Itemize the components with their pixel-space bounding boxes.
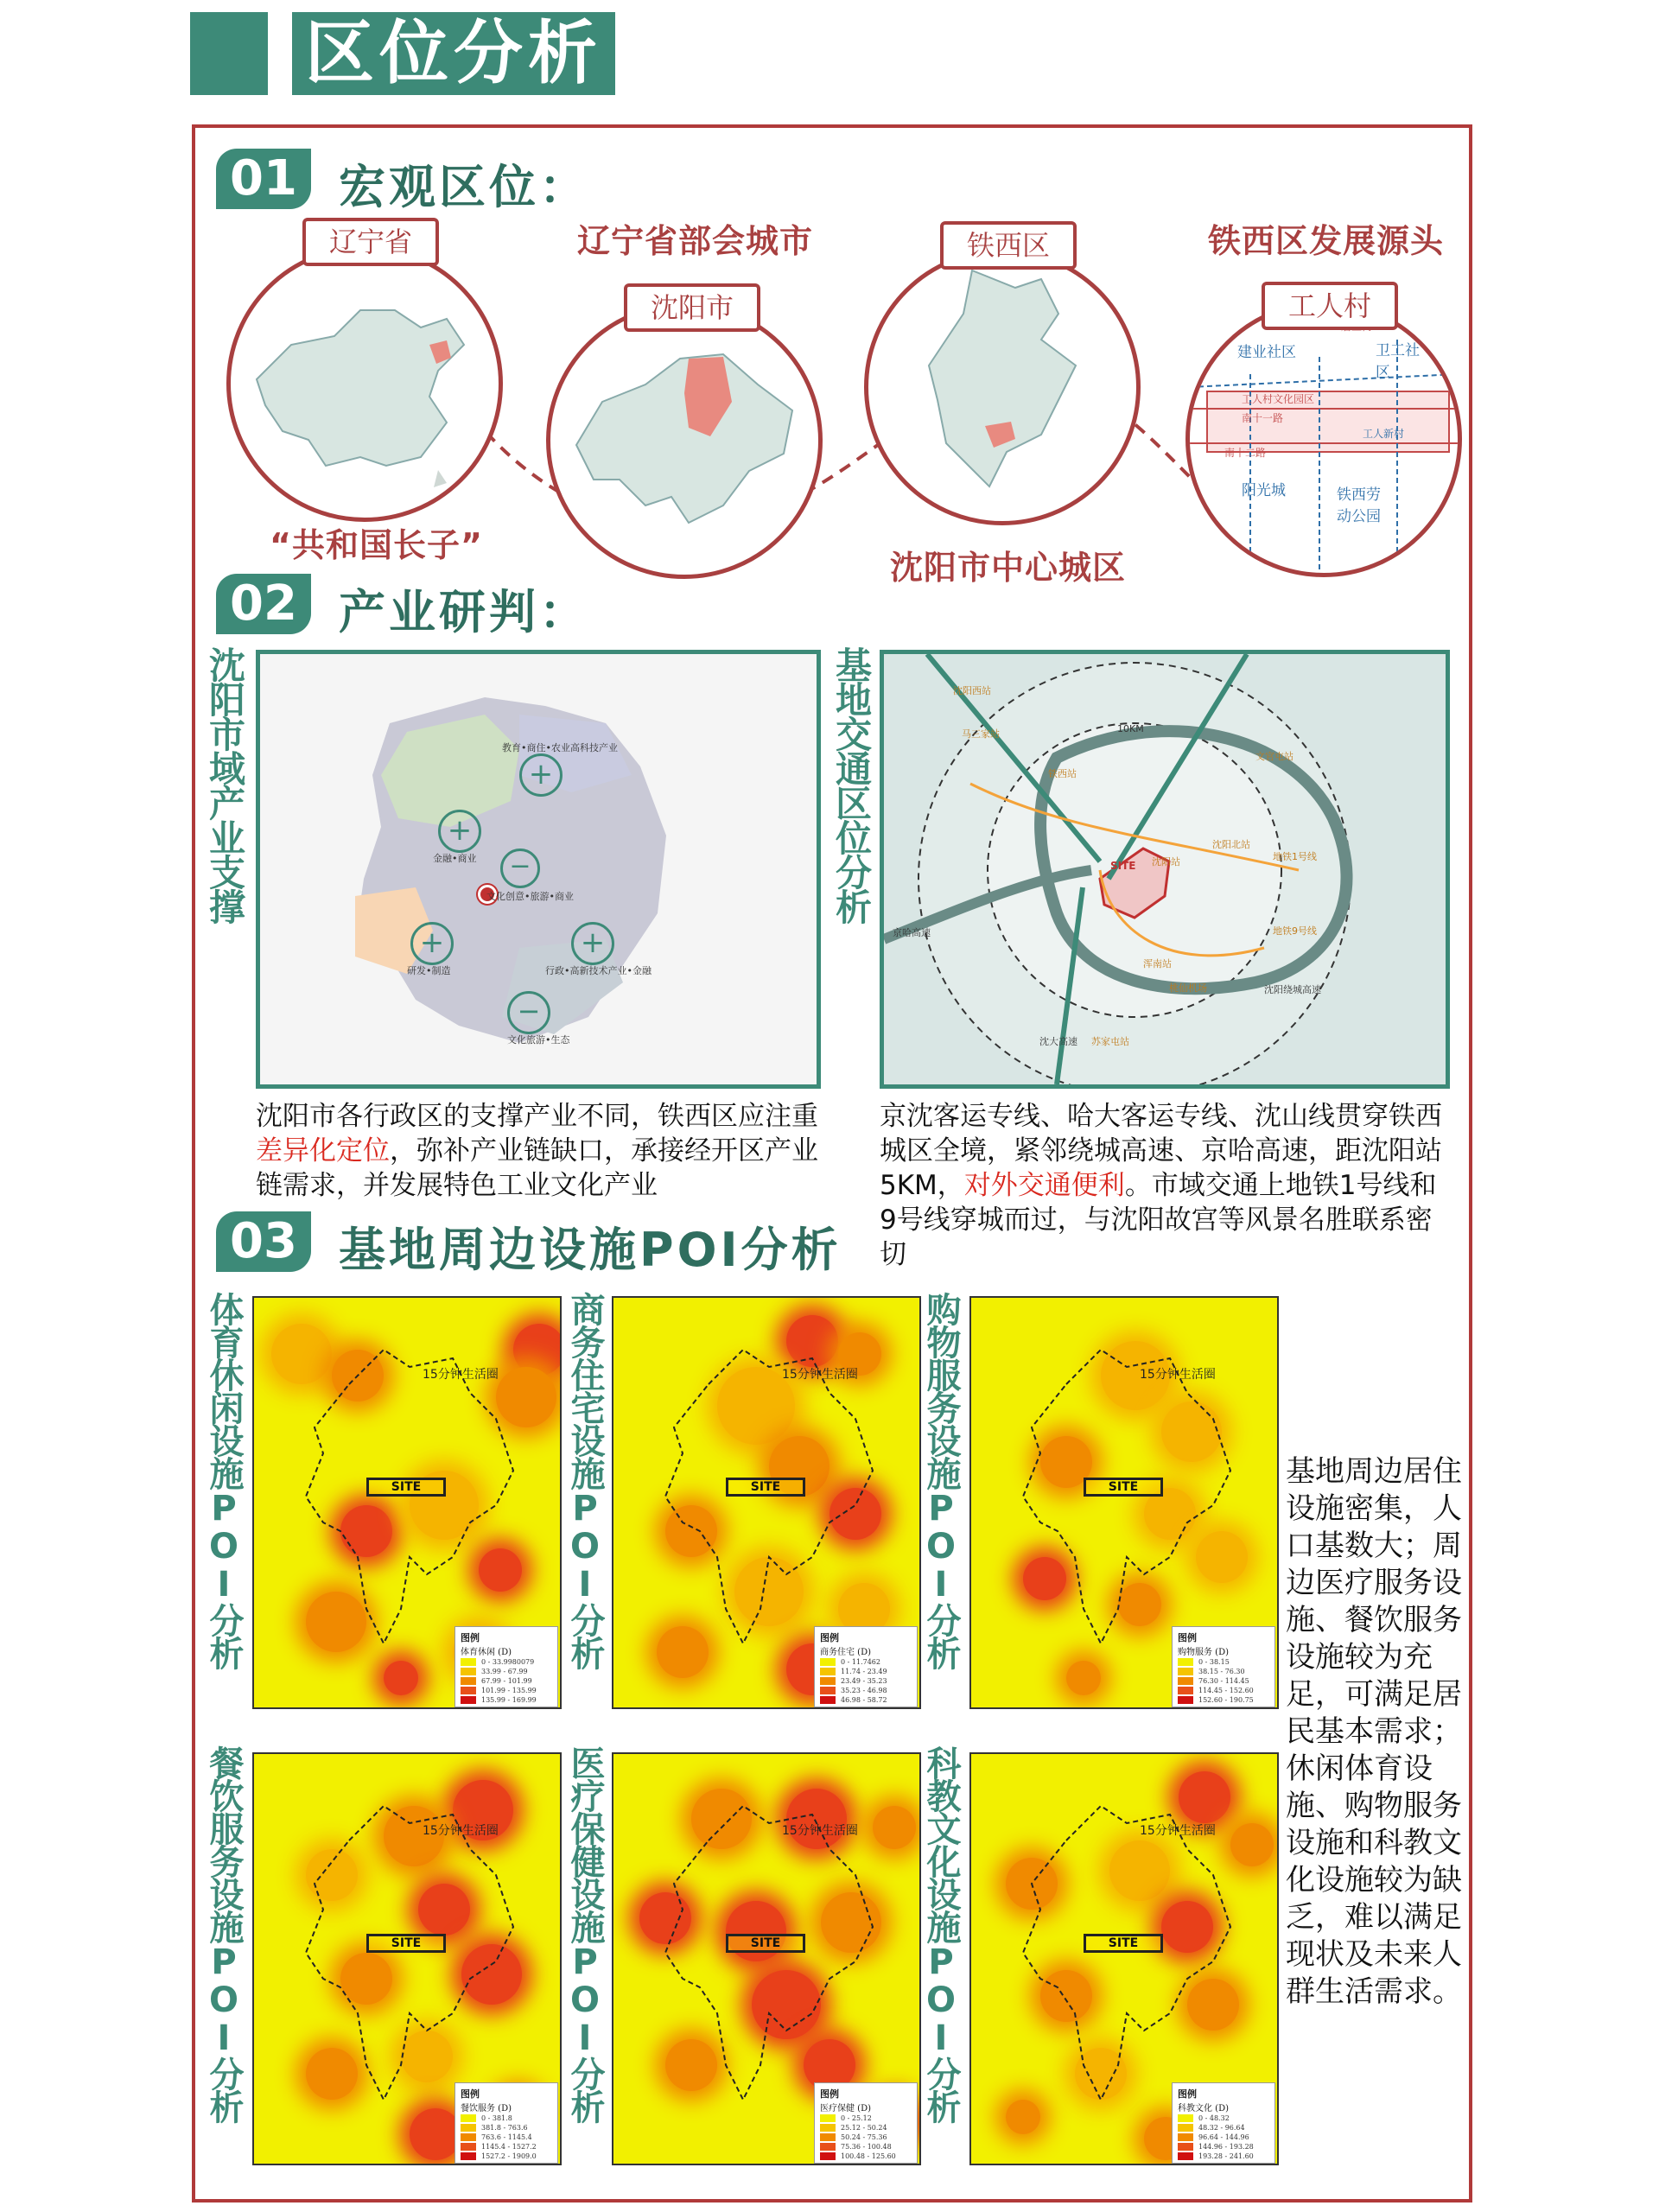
poi-label-business: 商务住宅设施POI分析 bbox=[565, 1292, 605, 1669]
legend-swatch bbox=[461, 2143, 476, 2151]
legend-range: 25.12 - 50.24 bbox=[841, 2124, 887, 2132]
legend-range: 33.99 - 67.99 bbox=[481, 1668, 528, 1675]
metro-line-9: 地铁9号线 bbox=[1273, 925, 1317, 937]
industry-label-4: 研发•制造 bbox=[407, 965, 451, 976]
tag-workers-village: 工人村 bbox=[1262, 282, 1398, 330]
legend-row bbox=[815, 2113, 917, 2123]
heatmap-education bbox=[969, 1752, 1279, 2165]
legend-row bbox=[1173, 1695, 1274, 1705]
site-label-box: SITE bbox=[1084, 1478, 1163, 1497]
legend-subtitle: 体育休闲 (D) bbox=[461, 1648, 512, 1657]
legend-subtitle: 购物服务 (D) bbox=[1178, 1648, 1229, 1657]
site-label-box: SITE bbox=[366, 1478, 446, 1497]
industry-desc-part2: ，弥补产业链缺口，承接经开区产业链需求，并发展特色工业文化产业 bbox=[256, 1135, 818, 1201]
industry-map bbox=[256, 650, 821, 1089]
ring-10km: 10KM bbox=[1117, 723, 1144, 734]
header-accent-block bbox=[190, 12, 268, 95]
industry-minus-icon-1: − bbox=[500, 849, 540, 888]
legend-range: 50.24 - 75.36 bbox=[841, 2133, 887, 2141]
life-circle-label: 15分钟生活圈 bbox=[423, 1368, 499, 1382]
legend-range: 1145.4 - 1527.2 bbox=[481, 2143, 537, 2151]
legend-row bbox=[455, 2123, 557, 2133]
industry-label-3: 文化创意•旅游•商业 bbox=[486, 891, 574, 902]
legend-row bbox=[1173, 2142, 1274, 2152]
life-circle-label: 15分钟生活圈 bbox=[782, 1824, 858, 1838]
tiexi-map-circle bbox=[864, 249, 1141, 525]
legend-range: 763.6 - 1145.4 bbox=[481, 2133, 532, 2141]
china-map-icon bbox=[231, 250, 499, 518]
station-shenyang-north: 沈阳北站 bbox=[1212, 839, 1250, 850]
legend-range: 76.30 - 114.45 bbox=[1198, 1677, 1249, 1685]
legend-range: 46.98 - 58.72 bbox=[841, 1696, 887, 1704]
legend-swatch bbox=[820, 2124, 836, 2132]
legend-row bbox=[1173, 1667, 1274, 1676]
legend-range: 38.15 - 76.30 bbox=[1198, 1668, 1245, 1675]
shenyang-map-circle bbox=[546, 302, 823, 579]
poi-summary: 基地周边居住设施密集，人口基数大；周边医疗服务设施、餐饮服务设施较为充足，可满足居民基本需求；休闲体育设施、购物服务设施和科教文化设施较为缺乏，难以满足现状及未来人群生活需求。 bbox=[1286, 1454, 1462, 2009]
station-masanjia: 马三家站 bbox=[962, 728, 1000, 740]
page-title: 区位分析 bbox=[292, 12, 615, 95]
site-label-box: SITE bbox=[726, 1478, 805, 1497]
industry-label-6: 文化旅游•生态 bbox=[507, 1034, 570, 1046]
transport-map-graphic bbox=[884, 654, 1446, 1084]
legend-swatch bbox=[820, 2114, 836, 2122]
transport-desc-part1: 京沈客运专线、哈大客运专线、沈山线贯穿铁西城区全境，紧邻绕城高速、京哈高速，距沈阳站5KM， bbox=[880, 1101, 1442, 1201]
legend-row bbox=[815, 2152, 917, 2161]
industry-minus-icon-2: − bbox=[507, 991, 550, 1034]
heatmap-shopping bbox=[969, 1296, 1279, 1709]
section-title-03: 基地周边设施POI分析 bbox=[339, 1223, 842, 1277]
legend-row bbox=[455, 1667, 557, 1676]
legend-range: 100.48 - 125.60 bbox=[841, 2152, 896, 2160]
legend-swatch bbox=[820, 1696, 836, 1704]
industry-description bbox=[256, 1099, 826, 1203]
legend-swatch bbox=[461, 1677, 476, 1685]
site-label-box: SITE bbox=[1084, 1934, 1163, 1953]
legend-row bbox=[455, 1657, 557, 1667]
legend-row bbox=[815, 2133, 917, 2142]
hwy-jingha: 京哈高速 bbox=[893, 927, 931, 938]
legend-swatch bbox=[820, 1668, 836, 1675]
life-circle-label: 15分钟生活圈 bbox=[1140, 1824, 1216, 1838]
legend-range: 0 - 25.12 bbox=[841, 2114, 872, 2122]
hwy-ring: 沈阳绕城高速 bbox=[1264, 984, 1321, 995]
heatmap-legend bbox=[454, 1626, 558, 1707]
legend-row bbox=[455, 1676, 557, 1686]
legend-swatch bbox=[1178, 2124, 1193, 2132]
legend-swatch bbox=[461, 1658, 476, 1666]
legend-row bbox=[815, 1657, 917, 1667]
poi-label-shopping: 购物服务设施POI分析 bbox=[921, 1292, 961, 1669]
section-number-03: 03 bbox=[216, 1211, 311, 1272]
site-label-box: SITE bbox=[366, 1934, 446, 1953]
village-label-s11: 南十一路 bbox=[1242, 412, 1284, 424]
legend-range: 101.99 - 135.99 bbox=[481, 1687, 537, 1694]
industry-label-1: 教育•商住•农业高科技产业 bbox=[502, 742, 618, 753]
legend-range: 0 - 48.32 bbox=[1198, 2114, 1230, 2122]
legend-swatch bbox=[820, 2133, 836, 2141]
section-number-01: 01 bbox=[216, 149, 311, 209]
legend-range: 193.28 - 241.60 bbox=[1198, 2152, 1254, 2160]
legend-swatch bbox=[461, 1696, 476, 1704]
china-map-circle bbox=[226, 245, 503, 522]
site-label-box: SITE bbox=[726, 1934, 805, 1953]
legend-range: 96.64 - 144.96 bbox=[1198, 2133, 1249, 2141]
transport-site-label: SITE bbox=[1110, 860, 1136, 872]
section-title-01: 宏观区位： bbox=[339, 160, 589, 214]
industry-plus-icon-1: + bbox=[519, 753, 563, 797]
legend-range: 144.96 - 193.28 bbox=[1198, 2143, 1254, 2151]
legend-swatch bbox=[1178, 1677, 1193, 1685]
legend-range: 135.99 - 169.99 bbox=[481, 1696, 537, 1704]
legend-swatch bbox=[820, 1687, 836, 1694]
legend-subtitle: 医疗保健 (D) bbox=[820, 2104, 871, 2113]
legend-range: 1527.2 - 1909.0 bbox=[481, 2152, 537, 2160]
legend-row bbox=[1173, 1686, 1274, 1695]
legend-subtitle: 餐饮服务 (D) bbox=[461, 2104, 512, 2113]
station-taoxian: 桃仙机场 bbox=[1169, 982, 1207, 994]
legend-swatch bbox=[820, 2152, 836, 2160]
life-circle-label: 15分钟生活圈 bbox=[423, 1824, 499, 1838]
poi-label-sports: 体育休闲设施POI分析 bbox=[204, 1292, 244, 1669]
metro-line-1: 地铁1号线 bbox=[1273, 851, 1317, 862]
legend-row bbox=[1173, 2123, 1274, 2133]
heatmap-sports bbox=[252, 1296, 562, 1709]
caption-center-district: 沈阳市中心城区 bbox=[890, 549, 1127, 587]
poi-label-dining: 餐饮服务设施POI分析 bbox=[204, 1745, 244, 2122]
tag-shenyang: 沈阳市 bbox=[624, 283, 760, 332]
legend-swatch bbox=[1178, 1687, 1193, 1694]
village-label-s12: 南十二路 bbox=[1224, 447, 1267, 459]
legend-row bbox=[1173, 1657, 1274, 1667]
caption-eldest-son: “共和国长子” bbox=[270, 526, 483, 564]
legend-range: 48.32 - 96.64 bbox=[1198, 2124, 1245, 2132]
station-hunnan: 浑南站 bbox=[1143, 958, 1172, 969]
legend-swatch bbox=[1178, 1658, 1193, 1666]
heatmap-dining bbox=[252, 1752, 562, 2165]
legend-swatch bbox=[461, 1687, 476, 1694]
legend-swatch bbox=[1178, 1668, 1193, 1675]
legend-range: 381.8 - 763.6 bbox=[481, 2124, 528, 2132]
legend-swatch bbox=[461, 1668, 476, 1675]
legend-row bbox=[815, 2142, 917, 2152]
industry-label-5: 行政•高新技术产业•金融 bbox=[545, 965, 652, 976]
industry-label-2: 金融•商业 bbox=[433, 853, 477, 864]
section-number-02: 02 bbox=[216, 574, 311, 634]
tag-tiexi: 铁西区 bbox=[940, 221, 1077, 270]
legend-swatch bbox=[1178, 2152, 1193, 2160]
legend-row bbox=[815, 1686, 917, 1695]
legend-title: 图例 bbox=[820, 1632, 839, 1643]
shenyang-map-icon bbox=[868, 253, 1136, 521]
station-tiexi: 铁西站 bbox=[1048, 768, 1077, 779]
legend-title: 图例 bbox=[1178, 1632, 1197, 1643]
station-wenguantun: 文官屯站 bbox=[1255, 751, 1294, 762]
poi-label-education: 科教文化设施POI分析 bbox=[921, 1745, 961, 2122]
legend-range: 67.99 - 101.99 bbox=[481, 1677, 532, 1685]
legend-row bbox=[1173, 2113, 1274, 2123]
legend-swatch bbox=[1178, 2114, 1193, 2122]
legend-row bbox=[815, 2123, 917, 2133]
industry-desc-part1: 沈阳市各行政区的支撑产业不同，铁西区应注重 bbox=[256, 1101, 818, 1132]
transport-description bbox=[880, 1099, 1453, 1272]
industry-plus-icon-2: + bbox=[438, 810, 481, 853]
life-circle-label: 15分钟生活圈 bbox=[782, 1368, 858, 1382]
workers-village-circle bbox=[1185, 301, 1462, 577]
village-label-yangguang: 阳光城 bbox=[1242, 482, 1286, 499]
life-circle-label: 15分钟生活圈 bbox=[1140, 1368, 1216, 1382]
village-label-labor-park: 铁西劳动公园 bbox=[1337, 486, 1381, 525]
village-label-new-village: 工人新村 bbox=[1363, 428, 1405, 440]
legend-row bbox=[455, 2113, 557, 2123]
legend-range: 75.36 - 100.48 bbox=[841, 2143, 892, 2151]
label-transport-analysis: 基地交通区位分析 bbox=[830, 646, 873, 923]
legend-swatch bbox=[1178, 1696, 1193, 1704]
heatmap-legend bbox=[1172, 2082, 1275, 2164]
legend-row bbox=[815, 1667, 917, 1676]
tag-liaoning: 辽宁省 bbox=[302, 218, 439, 266]
legend-range: 0 - 38.15 bbox=[1198, 1658, 1230, 1666]
legend-row bbox=[455, 2133, 557, 2142]
label-industry-support: 沈阳市域产业支撑 bbox=[204, 646, 246, 923]
caption-provincial-capital: 辽宁省部会城市 bbox=[577, 222, 814, 260]
station-shenyang-west: 沈阳西站 bbox=[953, 685, 991, 696]
village-label-weigong: 卫工社区 bbox=[1376, 342, 1420, 381]
industry-plus-icon-4: + bbox=[571, 922, 614, 965]
hwy-shenda: 沈大高速 bbox=[1039, 1036, 1077, 1047]
legend-range: 152.60 - 190.75 bbox=[1198, 1696, 1254, 1704]
transport-map bbox=[880, 650, 1450, 1089]
caption-tiexi-origin: 铁西区发展源头 bbox=[1208, 222, 1445, 260]
industry-plus-icon-3: + bbox=[410, 922, 454, 965]
legend-row bbox=[455, 1695, 557, 1705]
legend-swatch bbox=[820, 1677, 836, 1685]
legend-range: 23.49 - 35.23 bbox=[841, 1677, 887, 1685]
legend-swatch bbox=[1178, 2133, 1193, 2141]
legend-title: 图例 bbox=[461, 2088, 480, 2100]
section-title-02: 产业研判： bbox=[339, 585, 589, 639]
legend-subtitle: 科教文化 (D) bbox=[1178, 2104, 1229, 2113]
legend-row bbox=[1173, 2152, 1274, 2161]
legend-row bbox=[1173, 1676, 1274, 1686]
industry-desc-highlight: 差异化定位 bbox=[256, 1135, 390, 1166]
legend-row bbox=[1173, 2133, 1274, 2142]
heatmap-legend bbox=[1172, 1626, 1275, 1707]
legend-range: 11.74 - 23.49 bbox=[841, 1668, 887, 1675]
legend-swatch bbox=[820, 1658, 836, 1666]
legend-subtitle: 商务住宅 (D) bbox=[820, 1648, 871, 1657]
legend-title: 图例 bbox=[820, 2088, 839, 2100]
legend-swatch bbox=[461, 2124, 476, 2132]
legend-row bbox=[815, 1676, 917, 1686]
legend-range: 114.45 - 152.60 bbox=[1198, 1687, 1254, 1694]
legend-range: 35.23 - 46.98 bbox=[841, 1687, 887, 1694]
heatmap-legend bbox=[814, 1626, 918, 1707]
legend-swatch bbox=[461, 2133, 476, 2141]
station-sujiatun: 苏家屯站 bbox=[1091, 1036, 1129, 1047]
heatmap-business bbox=[612, 1296, 921, 1709]
heatmap-medical bbox=[612, 1752, 921, 2165]
legend-row bbox=[455, 2152, 557, 2161]
legend-swatch bbox=[820, 2143, 836, 2151]
village-label-culture-park: 工人村文化园区 bbox=[1242, 393, 1315, 405]
liaoning-map-icon bbox=[550, 307, 818, 575]
legend-range: 0 - 33.9980079 bbox=[481, 1658, 535, 1666]
legend-row bbox=[455, 1686, 557, 1695]
legend-swatch bbox=[461, 2152, 476, 2160]
legend-title: 图例 bbox=[461, 1632, 480, 1643]
legend-range: 0 - 381.8 bbox=[481, 2114, 512, 2122]
legend-row bbox=[455, 2142, 557, 2152]
legend-swatch bbox=[461, 2114, 476, 2122]
village-label-jianye: 建业社区 bbox=[1237, 344, 1296, 361]
legend-swatch bbox=[1178, 2143, 1193, 2151]
station-shenyang: 沈阳站 bbox=[1152, 856, 1180, 868]
legend-range: 0 - 11.7462 bbox=[841, 1658, 880, 1666]
legend-title: 图例 bbox=[1178, 2088, 1197, 2100]
heatmap-legend bbox=[454, 2082, 558, 2164]
transport-desc-part2: 。市域交通上地铁1号线和9号线穿城而过，与沈阳故宫等风景名胜联系密切 bbox=[880, 1170, 1437, 1270]
heatmap-legend bbox=[814, 2082, 918, 2164]
legend-row bbox=[815, 1695, 917, 1705]
transport-desc-highlight: 对外交通便利 bbox=[963, 1170, 1125, 1201]
poi-label-medical: 医疗保健设施POI分析 bbox=[565, 1745, 605, 2122]
